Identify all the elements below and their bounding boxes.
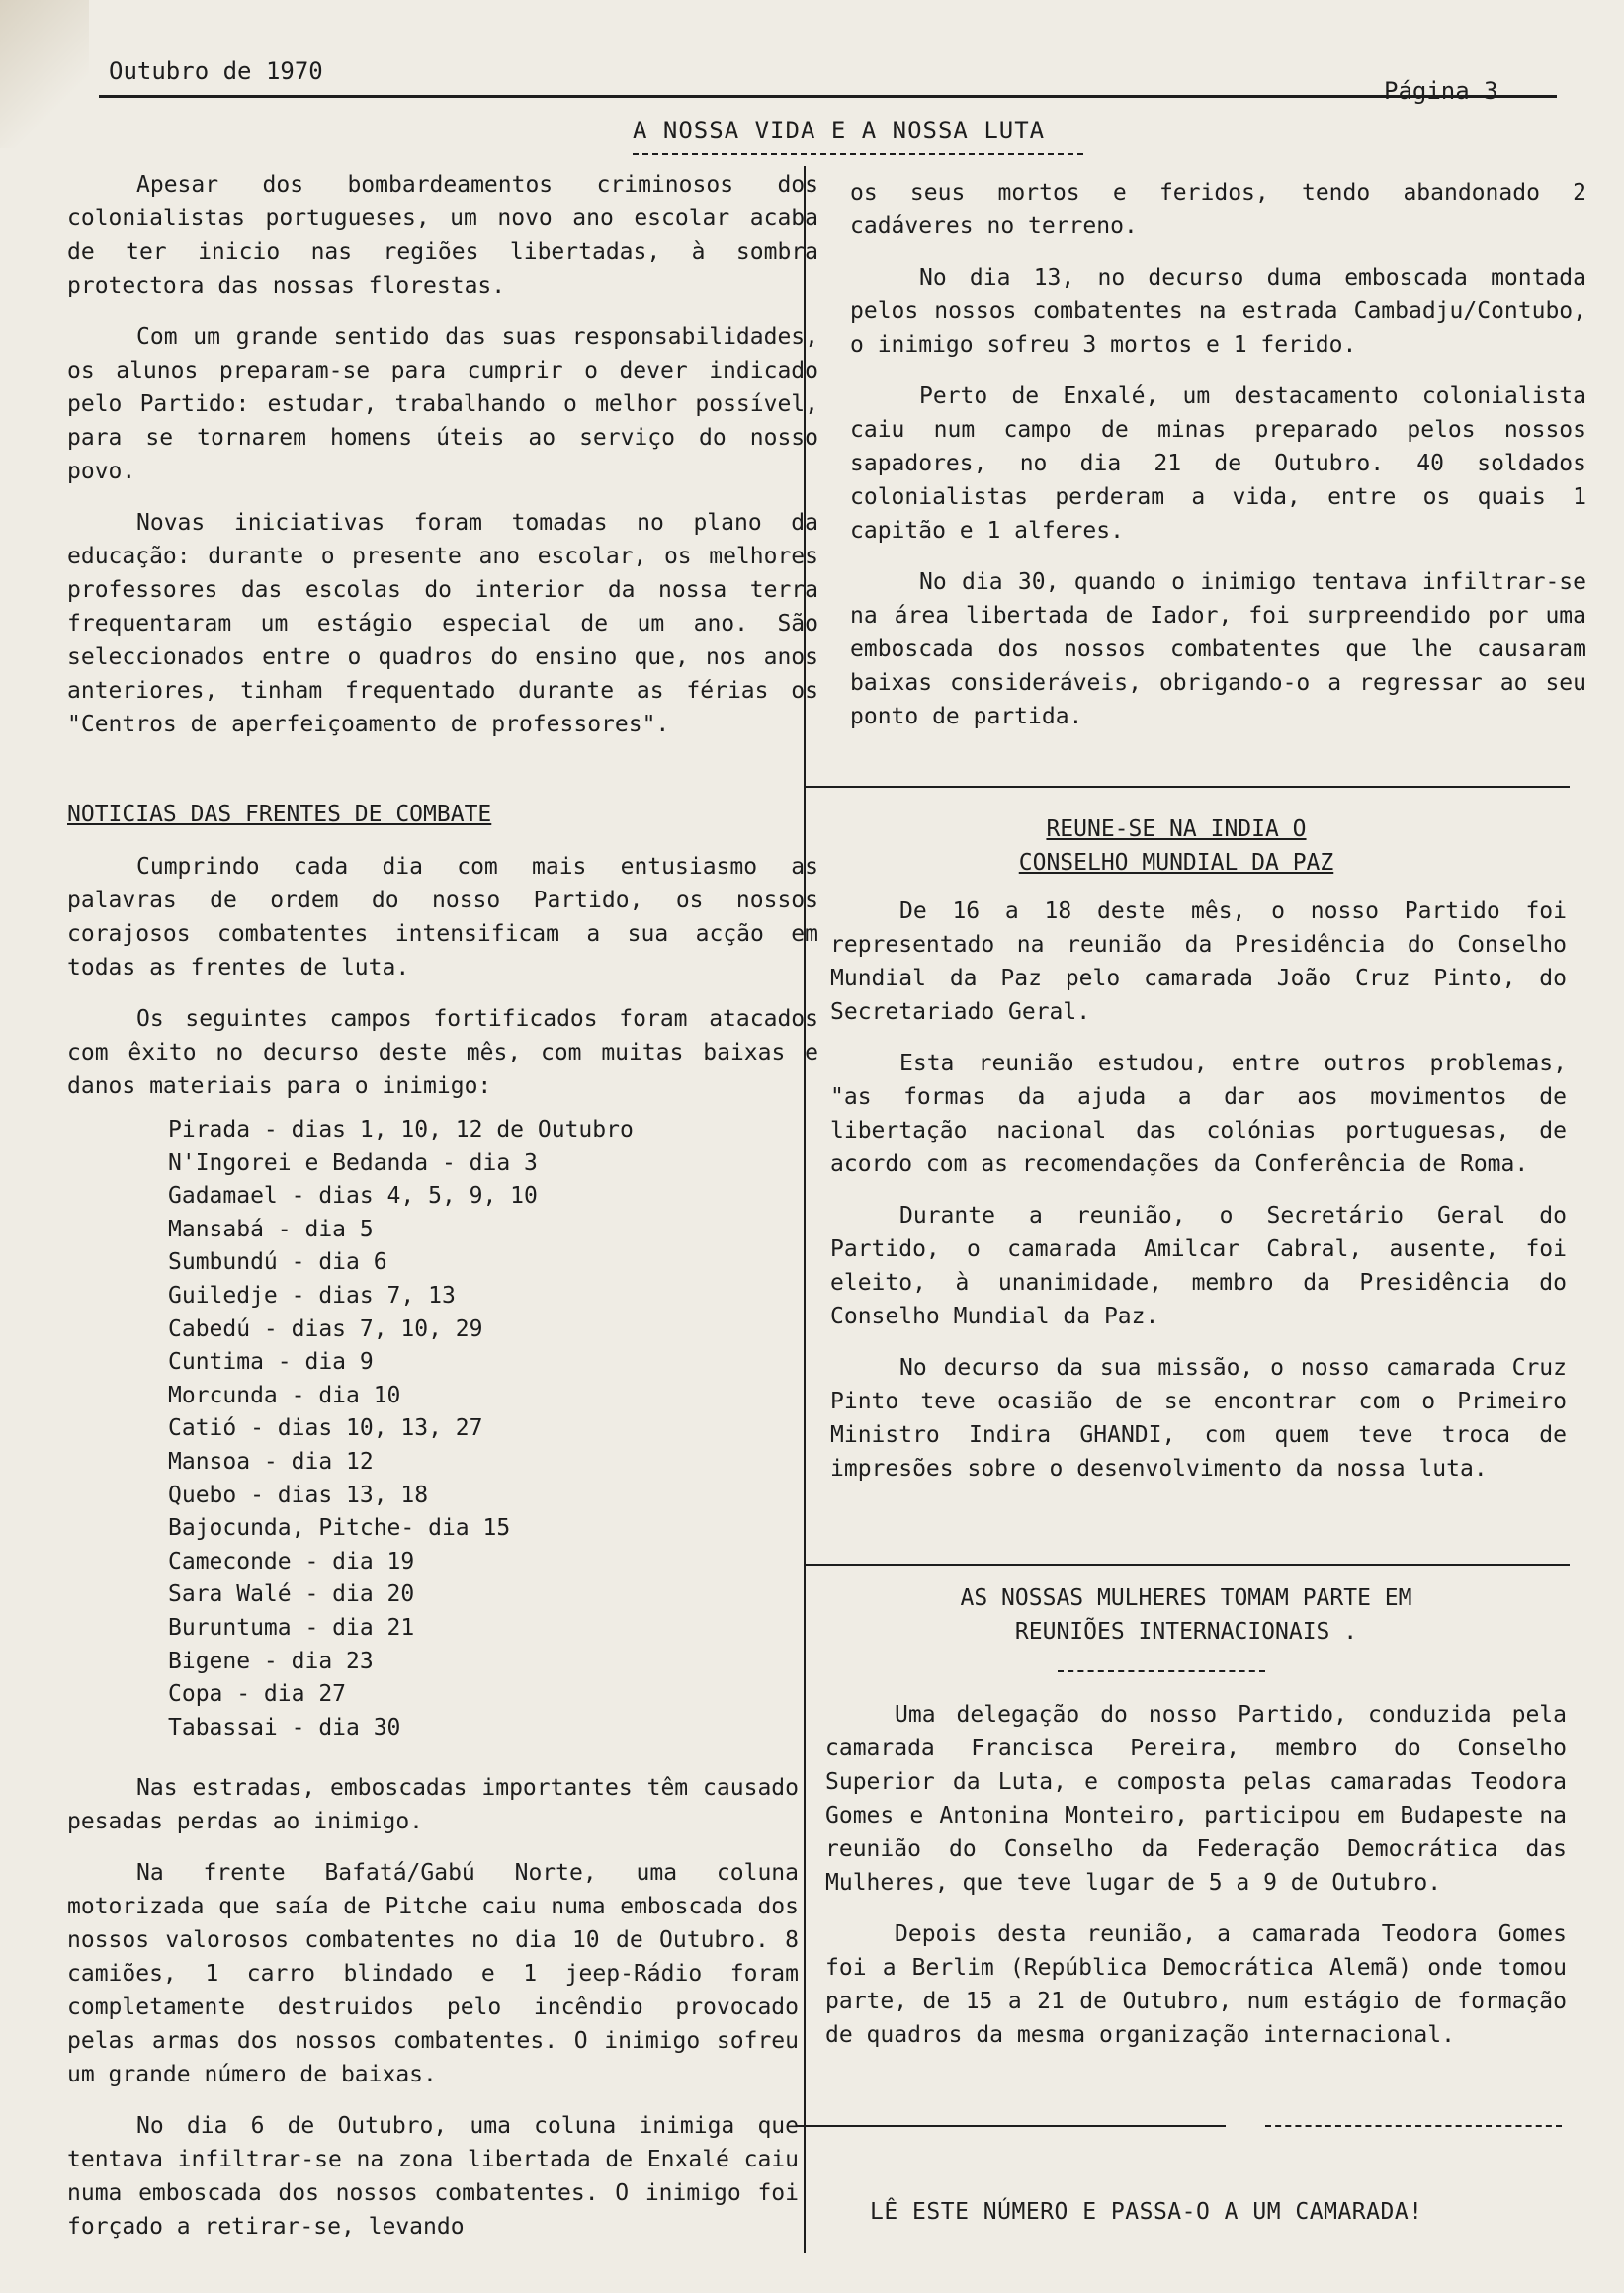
- section-dash-rule: [1265, 2125, 1562, 2127]
- paragraph: Nas estradas, emboscadas importantes têm causado pesadas perdas ao inimigo.: [67, 1775, 799, 1834]
- news-intro: [67, 850, 818, 1121]
- header-rule: [99, 95, 1557, 98]
- paragraph: Perto de Enxalé, um destacamento colonialista caiu num campo de minas preparado pelos nossos sapadores, no dia 21 de Outubro. 40 soldados colonialistas perderam a vida, entre os quais 1 capitão e 1 alferes.: [850, 383, 1586, 544]
- list-item: Gadamael - dias 4, 5, 9, 10: [168, 1183, 538, 1210]
- india-heading-line-2: CONSELHO MUNDIAL DA PAZ: [1018, 850, 1334, 876]
- paragraph: No dia 30, quando o inimigo tentava infiltrar-se na área libertada de Iador, foi surpreendido por uma emboscada dos nossos combatentes que lhe causaram baixas consideráveis, obrigando-o a regressar ao seu ponto de partida.: [850, 569, 1586, 729]
- list-item: Pirada - dias 1, 10, 12 de Outubro: [168, 1117, 634, 1143]
- attacked-camps-list: [168, 1114, 634, 1744]
- list-item: Copa - dia 27: [168, 1681, 347, 1708]
- list-item: Bajocunda, Pitche- dia 15: [168, 1515, 511, 1542]
- paragraph: Os seguintes campos fortificados foram atacados com êxito no decurso deste mês, com muitas baixas e danos materiais para o inimigo:: [67, 1006, 818, 1099]
- list-item: N'Ingorei e Bedanda - dia 3: [168, 1149, 538, 1176]
- news-roads: [67, 1771, 799, 2261]
- paragraph: Com um grande sentido das suas responsabilidades, os alunos preparam-se para cumprir o dever indicado pelo Partido: estudar, trabalhando o melhor possível, para se tornarem homens úteis ao serviço do nosso povo.: [67, 324, 818, 484]
- issue-date: Outubro de 1970: [109, 57, 323, 85]
- women-heading-line-1: AS NOSSAS MULHERES TOMAM PARTE EM: [960, 1585, 1412, 1611]
- paragraph: No decurso da sua missão, o nosso camarada Cruz Pinto teve ocasião de se encontrar com o Primeiro Ministro Indira GHANDI, com quem teve troca de impresões sobre o desenvolvimento da nossa luta.: [830, 1355, 1567, 1482]
- list-item: Quebo - dias 13, 18: [168, 1482, 429, 1508]
- heading-dash-rule: [1058, 1670, 1265, 1672]
- news-continuation: [850, 176, 1586, 751]
- list-item: Tabassai - dia 30: [168, 1714, 401, 1741]
- paragraph: Depois desta reunião, a camarada Teodora Gomes foi a Berlim (República Democrática Alemã) onde tomou parte, de 15 a 21 de Outubro, num estágio de formação de quadros da mesma organização internacional.: [825, 1921, 1567, 2048]
- section-rule: [796, 2125, 1226, 2127]
- page-title: A NOSSA VIDA E A NOSSA LUTA: [633, 117, 1046, 144]
- list-item: Guiledje - dias 7, 13: [168, 1282, 456, 1309]
- list-item: Catió - dias 10, 13, 27: [168, 1415, 483, 1442]
- school-article: [67, 168, 818, 759]
- paragraph: Cumprindo cada dia com mais entusiasmo as palavras de ordem do nosso Partido, os nossos corajosos combatentes intensificam a sua acção em todas as frentes de luta.: [67, 854, 818, 980]
- news-heading: NOTICIAS DAS FRENTES DE COMBATE: [67, 802, 492, 827]
- paragraph: Uma delegação do nosso Partido, conduzida pela camarada Francisca Pereira, membro do Conselho Superior da Luta, e composta pelas camaradas Teodora Gomes e Antonina Monteiro, participou em Budapeste na reunião do Conselho da Federação Democrática das Mulheres, que teve lugar de 5 a 9 de Outubro.: [825, 1702, 1567, 1896]
- women-heading-line-2: REUNIÕES INTERNACIONAIS .: [1014, 1619, 1358, 1645]
- list-item: Mansabá - dia 5: [168, 1216, 374, 1242]
- india-heading: [830, 812, 1522, 880]
- list-item: Mansoa - dia 12: [168, 1448, 374, 1475]
- paragraph: Apesar dos bombardeamentos criminosos dos colonialistas portugueses, um novo ano escolar acaba de ter inicio nas regiões libertadas, à sombra protectora das nossas florestas.: [67, 172, 818, 298]
- paragraph: os seus mortos e feridos, tendo abandonado 2 cadáveres no terreno.: [850, 180, 1586, 239]
- paragraph: No dia 13, no decurso duma emboscada montada pelos nossos combatentes na estrada Cambadju/Contubo, o inimigo sofreu 3 mortos e 1 ferido.: [850, 265, 1586, 358]
- women-article: [825, 1698, 1567, 2070]
- india-heading-line-1: REUNE-SE NA INDIA O: [1046, 816, 1307, 842]
- list-item: Sumbundú - dia 6: [168, 1249, 387, 1276]
- list-item: Cabedú - dias 7, 10, 29: [168, 1316, 483, 1342]
- paragraph: Novas iniciativas foram tomadas no plano da educação: durante o presente ano escolar, os melhores professores das escolas do interior da nossa terra frequentaram um estágio especial de um ano. São seleccionados entre o quadros do ensino que, nos anos anteriores, tinham frequentado durante as férias os "Centros de aperfeiçoamento de professores".: [67, 510, 818, 737]
- torn-paper-corner: [0, 0, 89, 148]
- paragraph: De 16 a 18 deste mês, o nosso Partido foi representado na reunião da Presidência do Conselho Mundial da Paz pelo camarada João Cruz Pinto, do Secretariado Geral.: [830, 898, 1567, 1025]
- list-item: Buruntuma - dia 21: [168, 1614, 415, 1641]
- footer-slogan: LÊ ESTE NÚMERO E PASSA-O A UM CAMARADA!: [870, 2199, 1423, 2225]
- list-item: Morcunda - dia 10: [168, 1382, 401, 1408]
- section-rule: [804, 786, 1570, 788]
- india-article: [830, 894, 1567, 1503]
- paragraph: Esta reunião estudou, entre outros problemas, "as formas da ajuda a dar aos movimentos de libertação nacional das colónias portuguesas, de acordo com as recomendações da Conferência de Roma.: [830, 1051, 1567, 1177]
- list-item: Sara Walé - dia 20: [168, 1581, 415, 1608]
- list-item: Bigene - dia 23: [168, 1648, 374, 1674]
- page-title-underline: [633, 153, 1083, 155]
- paragraph: No dia 6 de Outubro, uma coluna inimiga que tentava infiltrar-se na zona libertada de Enxalé caiu numa emboscada dos nossos combatentes. O inimigo foi forçado a retirar-se, levando: [67, 2113, 799, 2240]
- list-item: Cameconde - dia 19: [168, 1548, 415, 1574]
- paragraph: Na frente Bafatá/Gabú Norte, uma coluna motorizada que saía de Pitche caiu numa emboscada dos nossos valorosos combatentes no dia 10 de Outubro. 8 camiões, 1 carro blindado e 1 jeep-Rádio foram completamente destruidos pelo incêndio provocado pelas armas dos nossos combatentes. O inimigo sofreu um grande número de baixas.: [67, 1860, 799, 2087]
- paragraph: Durante a reunião, o Secretário Geral do Partido, o camarada Amilcar Cabral, ausente, foi eleito, à unanimidade, membro da Presidência do Conselho Mundial da Paz.: [830, 1203, 1567, 1329]
- women-heading: [830, 1581, 1542, 1649]
- section-rule: [804, 1564, 1570, 1566]
- list-item: Cuntima - dia 9: [168, 1349, 374, 1376]
- page-number: Página 3: [1384, 77, 1498, 105]
